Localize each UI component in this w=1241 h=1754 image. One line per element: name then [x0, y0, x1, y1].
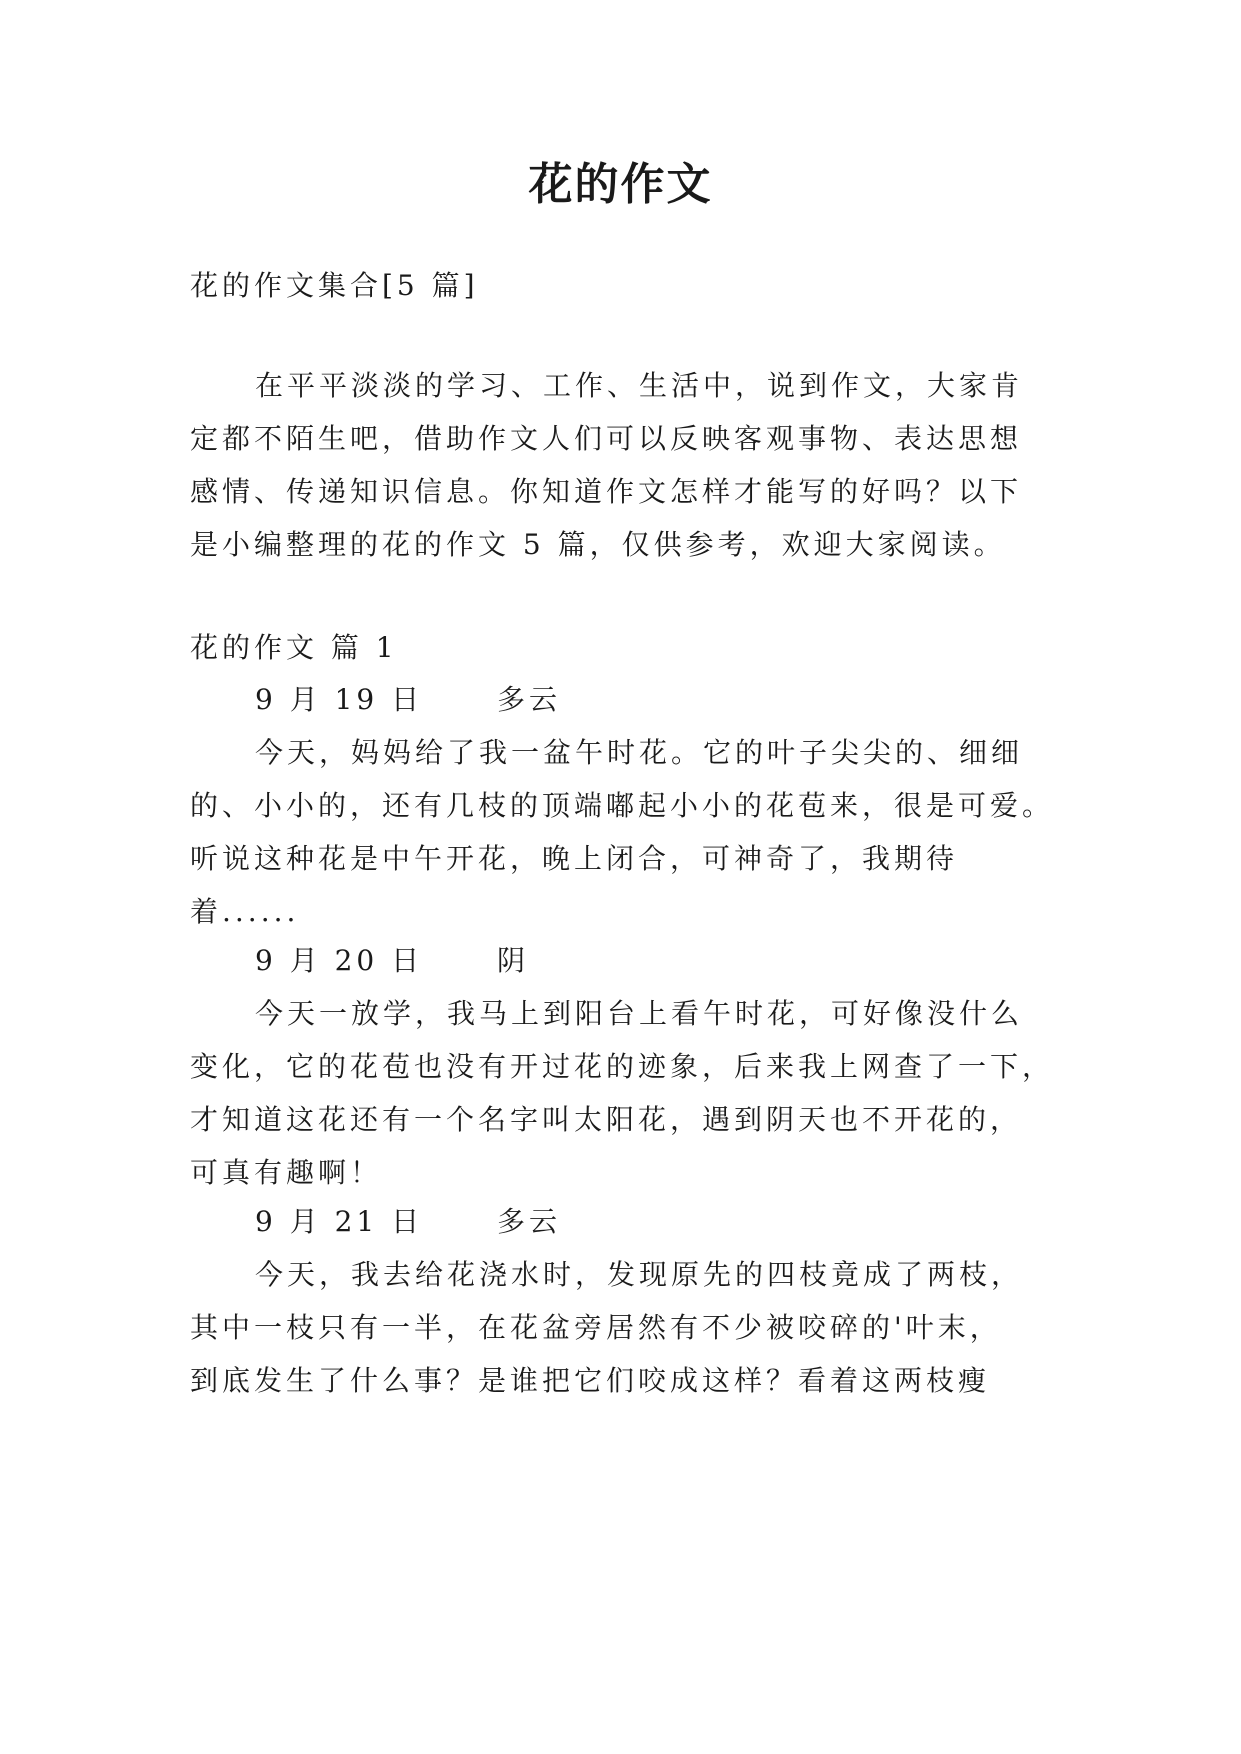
section-heading: 花的作文 篇 1: [190, 631, 398, 664]
diary-date-row: [255, 1202, 1070, 1242]
diary-date: 9 月 20 日: [255, 944, 424, 977]
diary-weather: 阴: [497, 944, 530, 977]
diary-line: 的、小小的，还有几枝的顶端嘟起小小的花苞来，很是可爱。: [190, 789, 1055, 822]
intro-line: 是小编整理的花的作文 5 篇，仅供参考，欢迎大家阅读。: [190, 528, 1006, 561]
diary-weather: 多云: [497, 1205, 562, 1238]
document-subtitle: 花的作文集合[5 篇]: [190, 269, 479, 302]
intro-line: 感情、传递知识信息。你知道作文怎样才能写的好吗？以下: [190, 475, 1023, 508]
intro-line: 在平平淡淡的学习、工作、生活中，说到作文，大家肯: [255, 369, 1024, 402]
diary-date-row: [255, 941, 1070, 981]
diary-line: 其中一枝只有一半，在花盆旁居然有不少被咬碎的'叶末，: [190, 1311, 1002, 1344]
diary-line: 今天，我去给花浇水时，发现原先的四枝竟成了两枝，: [255, 1258, 1024, 1291]
diary-line: 着......: [190, 895, 300, 928]
diary-line: 听说这种花是中午开花，晚上闭合，可神奇了，我期待: [190, 842, 959, 875]
diary-date: 9 月 21 日: [255, 1205, 424, 1238]
diary-line: 才知道这花还有一个名字叫太阳花，遇到阴天也不开花的，: [190, 1103, 1023, 1136]
diary-line: 变化，它的花苞也没有开过花的迹象，后来我上网查了一下，: [190, 1050, 1055, 1083]
diary-line: 可真有趣啊！: [190, 1156, 383, 1189]
diary-weather: 多云: [497, 683, 562, 716]
document-title: 花的作文: [528, 159, 713, 210]
diary-line: 今天一放学，我马上到阳台上看午时花，可好像没什么: [255, 997, 1024, 1030]
diary-line: 今天，妈妈给了我一盆午时花。它的叶子尖尖的、细细: [255, 736, 1024, 769]
diary-date-row: [255, 680, 1070, 720]
diary-line: 到底发生了什么事？是谁把它们咬成这样？看着这两枝瘦: [190, 1364, 991, 1397]
diary-date: 9 月 19 日: [255, 683, 424, 716]
intro-line: 定都不陌生吧，借助作文人们可以反映客观事物、表达思想: [190, 422, 1023, 455]
